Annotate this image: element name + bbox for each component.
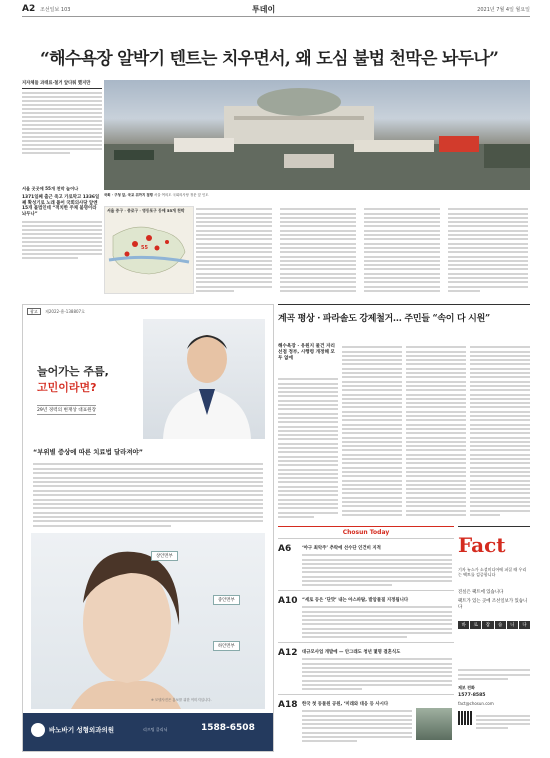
ad-body — [33, 461, 263, 527]
fact-key: 습 — [495, 621, 506, 629]
clinic-name: 바노바기 성형외과의원 — [49, 726, 115, 734]
clinic-logo-icon — [31, 723, 45, 737]
ad-label-row — [27, 309, 85, 315]
fact-key: 로 — [470, 621, 481, 629]
map-svg — [105, 216, 193, 280]
index-item[interactable] — [278, 594, 454, 643]
fact-sub: 기자 뉴스가 소셜미디어에 퍼질 때 우리는 팩트를 검증합니다 — [458, 567, 527, 578]
face-image — [31, 533, 265, 709]
fact-text-1: 진실은 팩트에 있습니다 — [458, 589, 504, 595]
index-item[interactable] — [278, 698, 454, 748]
index-item-title: ‘야구 최악주’ 추락에 선수단 인건비 지적 — [302, 546, 381, 551]
index-thumbnail — [416, 708, 452, 740]
right-story-col-3 — [406, 344, 466, 516]
photo-illustration — [104, 80, 530, 190]
left-story-body — [22, 92, 102, 176]
map-title: 서울 중구 · 종로구 · 영등포구 등에 55개 천막 — [107, 208, 185, 213]
main-headline: “해수욕장 알박기 텐트는 치우면서, 왜 도심 불법 천막은 놔두나” — [40, 49, 499, 69]
index-title: Chosun Today — [278, 526, 454, 539]
page-number: A2 — [22, 4, 36, 14]
fact-email[interactable]: fact@chosun.com — [458, 701, 494, 706]
section-name: 투데이 — [252, 5, 276, 14]
ad-label: 광고 — [27, 308, 41, 315]
left-story — [22, 80, 102, 280]
page-date: 2021년 7월 4일 월요일 — [477, 7, 530, 13]
clinic-advertisement — [22, 304, 274, 752]
qr-code-icon[interactable] — [458, 711, 472, 725]
index-item-title: “세로 등은 ‘단맛’ 내는 아스파탐, 발암물질 지정됩니다 — [302, 598, 409, 603]
left-story-body-2 — [22, 221, 102, 259]
face-label-middle: 중안면부 — [213, 595, 240, 605]
fact-contact-label: 제보 전화 — [458, 685, 475, 690]
face-label-lower: 하안면부 — [213, 641, 240, 651]
map-graphic — [104, 206, 194, 294]
right-story — [278, 304, 530, 526]
ad-subtitle: 29년 경력의 변재상 대표원장 — [37, 405, 96, 415]
ad-headline-1: 늘어가는 주름, — [37, 365, 109, 378]
ad-footer — [23, 713, 273, 751]
index-item-title: 한국 첫 동물원 공원, ‘미래와 대응 등 사시다 — [302, 702, 389, 707]
right-story-kicker: 해수욕장 · 유원지 물건 자리 선점 정부, 시행령 개정해 모두 없애 — [278, 344, 335, 361]
ad-quote: “부위별 증상에 따른 치료법 달라져야” — [33, 448, 143, 456]
fact-key: 니 — [507, 621, 518, 629]
fact-text-2: 팩트가 있는 곳에 조선일보가 있습니다 — [458, 599, 528, 610]
clinic-sub-label: 리프팅 클리닉 — [143, 727, 168, 732]
fact-phone[interactable]: 1577-8585 — [458, 693, 486, 698]
page-header — [22, 4, 530, 17]
left-story-kicker: 지자체들 과태료·철거 앞다퉈 했지만 — [22, 80, 102, 89]
index-item[interactable] — [278, 542, 454, 591]
left-story-subkicker: 서울 곳곳에 55개 천막 늘어나 — [22, 186, 79, 191]
column-4 — [448, 206, 528, 292]
face-illustration — [31, 533, 265, 709]
body-columns — [196, 206, 530, 298]
ad-headline-2: 고민이라면? — [37, 381, 97, 394]
chosun-today-index — [278, 526, 454, 750]
fact-check-box — [458, 526, 530, 751]
left-story-subheadline: 1371일째 출근 죽고 가로막고 1336일째 확성기로 노래 틀어 국회의사당 앞엔 15개 불법인데 “적치한 주체 불명이라 놔두나” — [22, 195, 100, 217]
fact-key: 바 — [458, 621, 469, 629]
fact-key: 다 — [519, 621, 530, 629]
fact-key: 잡 — [482, 621, 493, 629]
column-1 — [196, 206, 272, 292]
fact-keys — [458, 621, 530, 629]
index-page-number: A10 — [278, 596, 298, 606]
right-story-col-2 — [342, 344, 402, 516]
right-story-col-4 — [470, 344, 530, 516]
column-3 — [364, 206, 440, 292]
news-photo — [104, 80, 530, 190]
map-count: 55 — [141, 245, 148, 251]
index-page-number: A12 — [278, 648, 298, 658]
right-story-headline: 계곡 평상 · 파라솔도 강제철거… 주민들 “속이 다 시원” — [278, 304, 530, 324]
face-image-note: ※ 모델사진은 홍보를 위한 이미지입니다. — [151, 698, 212, 702]
index-page-number: A6 — [278, 544, 292, 554]
doctor-illustration — [143, 319, 265, 439]
column-2 — [280, 206, 356, 292]
index-item[interactable] — [278, 646, 454, 695]
index-item-title: 대규모사업 개발에 — 안그래도 청년 몇명 결혼식도 — [302, 650, 401, 655]
paper-name: 조선일보 103 — [40, 7, 71, 13]
ad-code: 제2022-흉-138807호 — [45, 309, 85, 314]
photo-caption-credit: 서울 여의도 국회의사당 정문 앞 인도 — [154, 193, 209, 197]
index-page-number: A18 — [278, 700, 298, 710]
clinic-phone: 1588-6508 — [201, 723, 255, 733]
photo-caption-title: 국회 · 구청 앞, 국교 위까지 점령 — [104, 193, 153, 197]
fact-logo: Fact — [458, 533, 506, 557]
right-story-col-1 — [278, 376, 338, 518]
doctor-photo — [143, 319, 265, 439]
face-label-upper: 상안면부 — [151, 551, 178, 561]
photo-caption — [104, 193, 530, 205]
